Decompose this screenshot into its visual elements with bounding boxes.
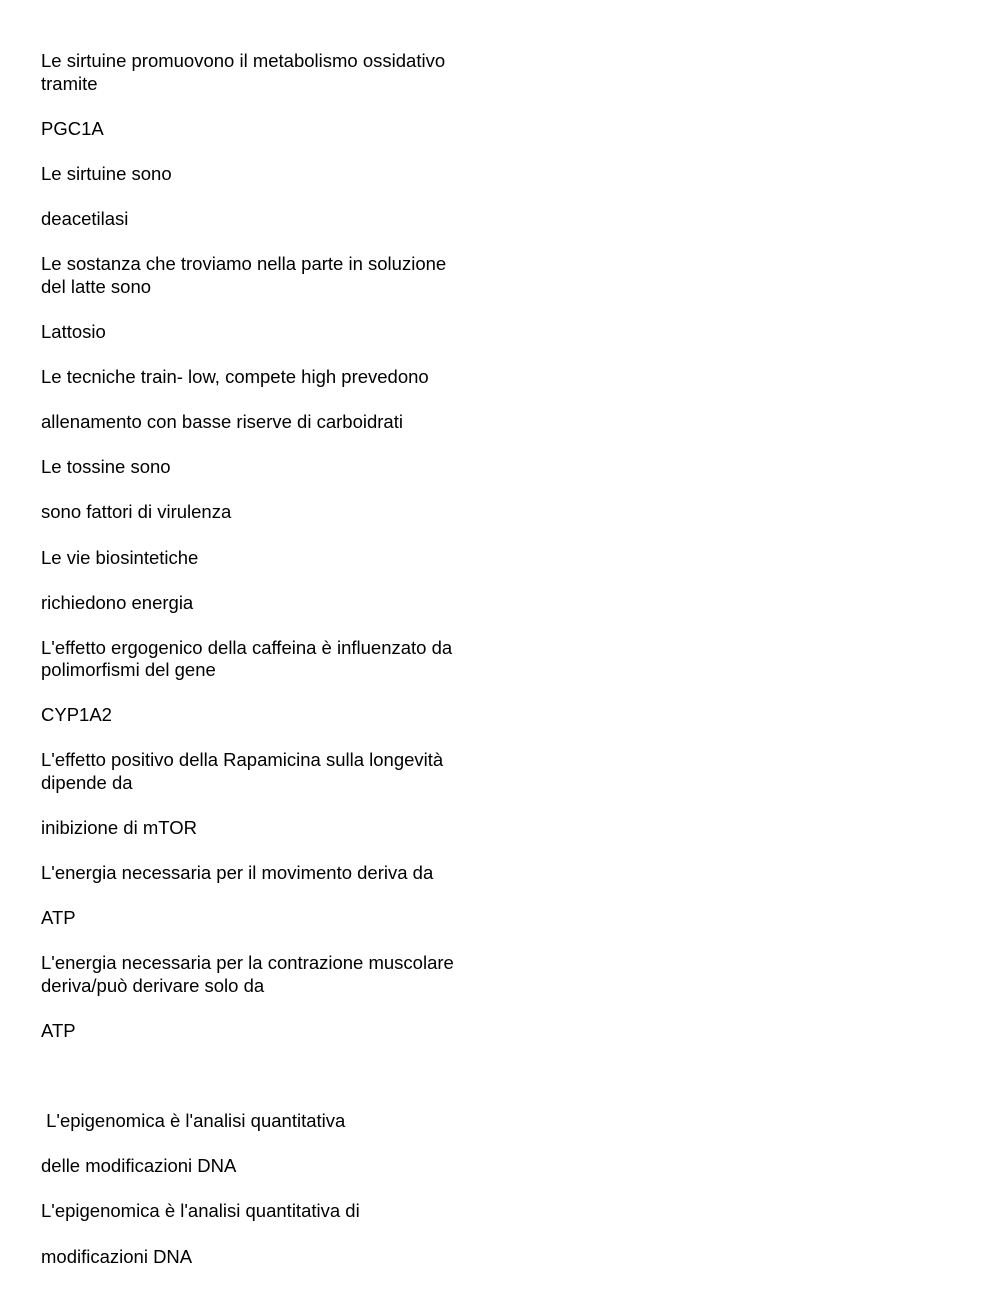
text-line: ATP [41,907,76,928]
text-line: del latte sono [41,276,152,297]
text-line: L'effetto positivo della Rapamicina sulla longevità [41,749,444,770]
text-line: CYP1A2 [41,704,112,725]
text-line: L'epigenomica è l'analisi quantitativa [41,1110,346,1131]
text-line: deacetilasi [41,208,129,229]
text-line: Le tossine sono [41,456,171,477]
text-line: tramite [41,73,98,94]
text-line: Le tecniche train- low, compete high prevedono [41,366,429,387]
text-line: L'energia necessaria per la contrazione muscolare [41,952,454,973]
text-line: L'epigenomica è l'analisi quantitativa di [41,1200,360,1221]
text-line: sono fattori di virulenza [41,501,232,522]
text-line: deriva/può derivare solo da [41,975,265,996]
text-line: delle modificazioni DNA [41,1155,237,1176]
text-line: PGC1A [41,118,104,139]
text-line: Le sirtuine sono [41,163,172,184]
text-line: L'energia necessaria per il movimento deriva da [41,862,434,883]
text-line: Lattosio [41,321,106,342]
text-line: modificazioni DNA [41,1246,193,1267]
text-line: Le sostanza che troviamo nella parte in soluzione [41,253,447,274]
text-line: polimorfismi del gene [41,659,216,680]
text-line: inibizione di mTOR [41,817,197,838]
text-line: richiedono energia [41,592,194,613]
text-line: L'effetto ergogenico della caffeina è influenzato da [41,637,453,658]
text-line: allenamento con basse riserve di carboidrati [41,411,403,432]
text-line: dipende da [41,772,133,793]
text-line: ATP [41,1020,76,1041]
text-line: Le vie biosintetiche [41,547,199,568]
text-line: Le sirtuine promuovono il metabolismo ossidativo [41,50,446,71]
